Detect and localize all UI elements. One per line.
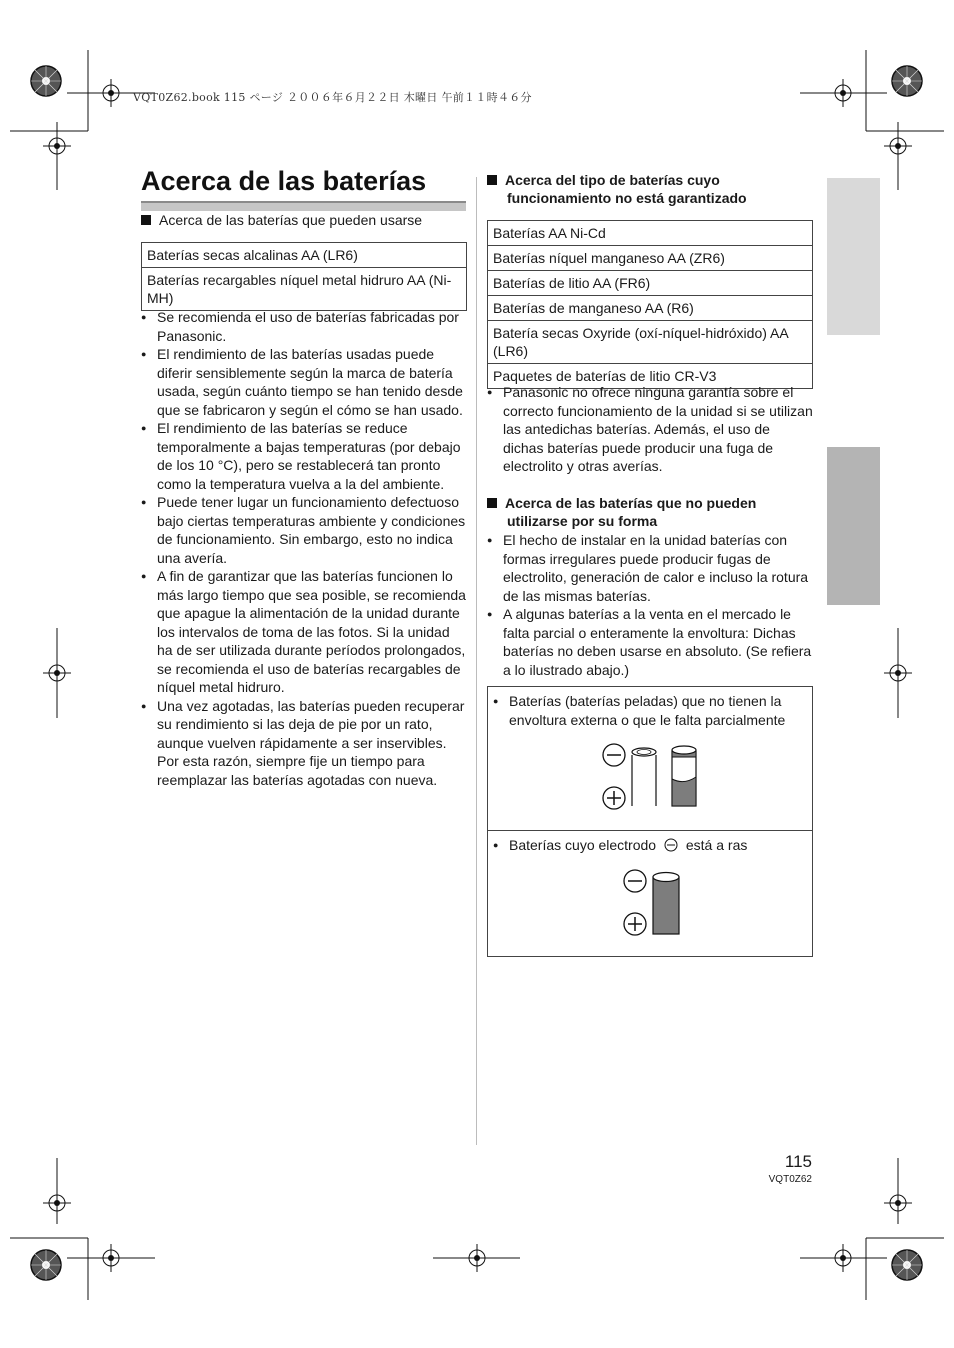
caption-text-after: está a ras [685, 837, 748, 853]
list-item: ● El rendimiento de las baterías se reduce temporalmente a bajas temperaturas (por debajo de los 10 °C), pero se restablecerá tan pronto como la temperatura vuelva a la del ambiente. [141, 419, 466, 493]
section-heading-text: Acerca de las baterías que pueden usarse [159, 212, 423, 228]
page-number: 115 [784, 1152, 812, 1171]
left-bullet-list [141, 308, 466, 789]
table-cell: Baterías AA Ni-Cd [488, 221, 813, 246]
right-bullet-list-1 [487, 383, 813, 476]
list-item: ● El rendimiento de las baterías usadas puede diferir sensiblemente según la marca de batería usada, según cuánto tiempo se han tenido desde que se fabricaron y según el cómo se han usado. [141, 345, 466, 419]
table-cell: Baterías recargables níquel metal hidruro AA (Ni-MH) [142, 268, 467, 311]
model-code: VQT0Z62 [768, 1174, 812, 1185]
illustration-caption: ● Baterías (baterías peladas) que no tienen la envoltura externa o que le falta parcialmente [493, 692, 805, 729]
section-heading-line1: Acerca de las baterías que no pueden [505, 495, 757, 511]
table-cell: Baterías secas alcalinas AA (LR6) [142, 243, 467, 268]
table-row [488, 321, 813, 364]
section-heading-usable [141, 211, 471, 229]
list-item: ● Se recomienda el uso de baterías fabricadas por Panasonic. [141, 308, 466, 345]
illustration-caption-list [493, 692, 805, 729]
battery-illustration-box [487, 686, 813, 957]
section-heading-not-guaranteed [487, 171, 817, 207]
square-bullet-icon [141, 215, 151, 225]
side-tab-lower [827, 447, 880, 605]
minus-electrode-icon [664, 838, 678, 852]
print-header: VQT0Z62.book 115 ページ ２００６年６月２２日 木曜日 午前１１時４６分 [133, 91, 532, 104]
table-row [488, 296, 813, 321]
usable-batteries-table [141, 242, 467, 311]
not-guaranteed-batteries-table [487, 220, 813, 389]
title-underline-bar [141, 201, 466, 211]
flush-electrode-battery-illustration [616, 867, 686, 943]
list-item: ● Puede tener lugar un funcionamiento defectuoso bajo ciertas temperaturas ambiente y condiciones de funcionamiento. Sin embargo, esto no indica una avería. [141, 493, 466, 567]
side-tab-upper [827, 178, 880, 335]
right-bullet-list-2 [487, 531, 813, 679]
table-cell: Batería secas Oxyride (oxí-níquel-hidróxido) AA (LR6) [488, 321, 813, 364]
table-row [488, 246, 813, 271]
section-heading-line2: utilizarse por su forma [507, 513, 658, 529]
table-cell: Baterías de manganeso AA (R6) [488, 296, 813, 321]
table-cell: Baterías de litio AA (FR6) [488, 271, 813, 296]
page-title: Acerca de las baterías [141, 166, 427, 196]
section-heading-line2: funcionamiento no está garantizado [507, 190, 747, 206]
caption-text-before: Baterías cuyo electrodo [509, 837, 657, 853]
table-cell: Paquetes de baterías de litio CR-V3 [488, 364, 813, 389]
illustration-caption-2 [493, 836, 821, 855]
peeled-battery-illustration [598, 739, 708, 819]
column-divider [476, 177, 477, 1145]
list-item: ● A fin de garantizar que las baterías funcionen lo más largo tiempo que sea posible, se recomienda que apague la alimentación de la unidad durante los intervalos de toma de las fotos. Si la unidad ha de ser utilizada durante períodos prolongados, se recomienda el uso de baterías recargables de níquel metal hidruro. [141, 567, 466, 697]
section-heading-unusable-shape [487, 494, 817, 530]
list-item: ● A algunas baterías a la venta en el mercado le falta parcial o enteramente la envoltura: Dichas baterías no deben usarse en absoluto. (Se refiera a lo ilustrado abajo.) [487, 605, 813, 679]
table-cell: Baterías níquel manganeso AA (ZR6) [488, 246, 813, 271]
table-row [142, 268, 467, 311]
illustration-row-flush [488, 831, 812, 956]
bullet-icon: ● [493, 840, 499, 850]
table-row [142, 243, 467, 268]
list-item: ● Una vez agotadas, las baterías pueden recuperar su rendimiento si las deja de pie por un rato, aunque vuelven rápidamente a ser inservibles. Por esta razón, siempre fije un tiempo para reemplazar las baterías agotadas con nueva. [141, 697, 466, 790]
section-heading-line1: Acerca del tipo de baterías cuyo [505, 172, 720, 188]
square-bullet-icon [487, 175, 497, 185]
list-item: ● El hecho de instalar en la unidad baterías con formas irregulares puede producir fugas de electrolito, generación de calor e incluso la rotura de las mismas baterías. [487, 531, 813, 605]
table-row [488, 221, 813, 246]
list-item: ● Panasonic no ofrece ninguna garantía sobre el correcto funcionamiento de la unidad si se utilizan las antedichas baterías. Además, el uso de dichas baterías puede producir una fuga de electrolito y otras averías. [487, 383, 813, 476]
illustration-row-peeled [488, 687, 812, 831]
square-bullet-icon [487, 498, 497, 508]
table-row [488, 271, 813, 296]
